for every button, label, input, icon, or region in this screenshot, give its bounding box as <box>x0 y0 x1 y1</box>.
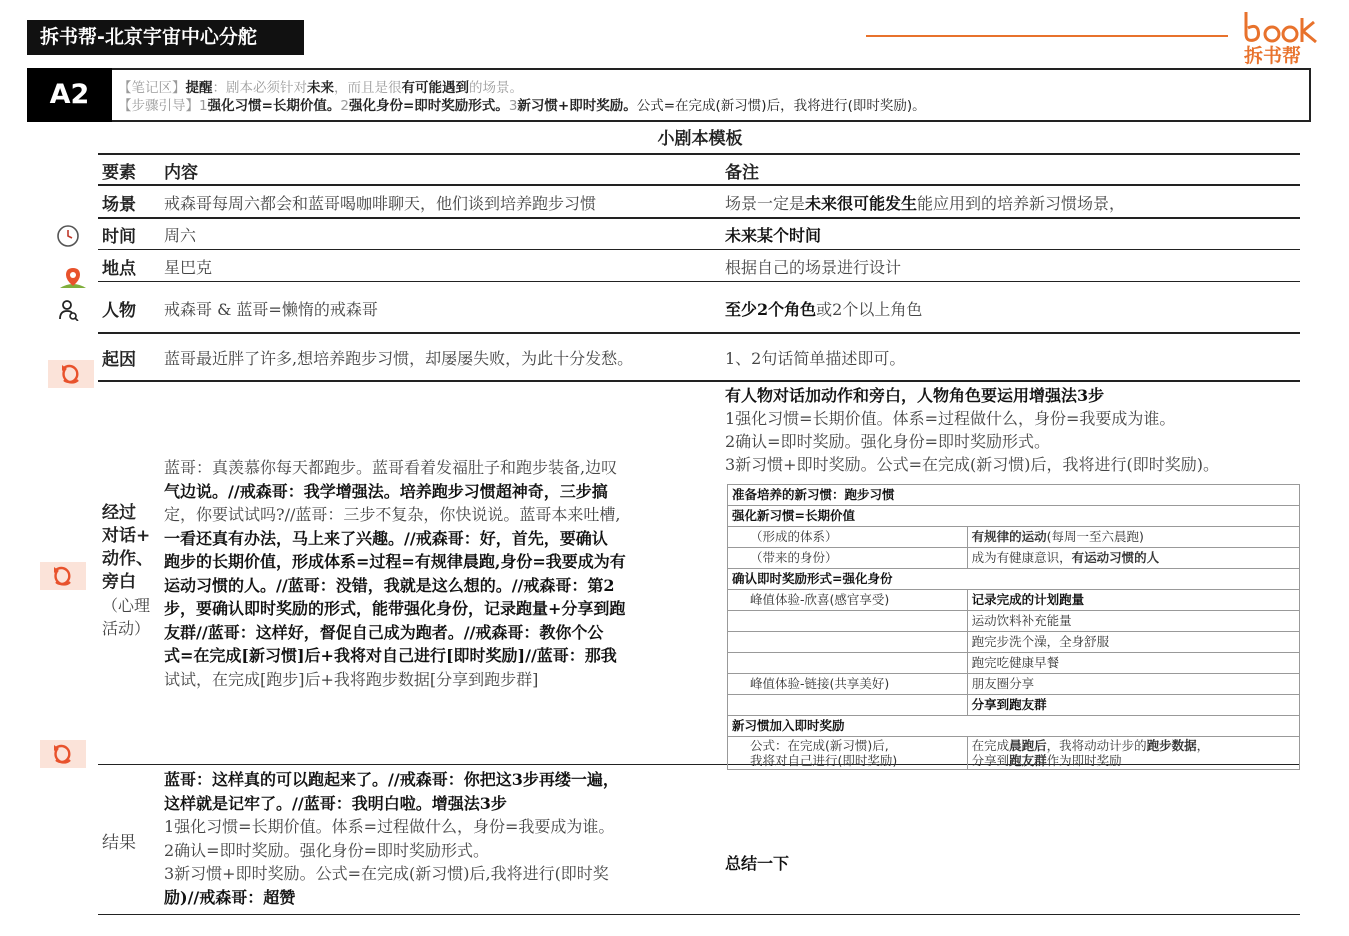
header-element: 要素 <box>102 163 136 183</box>
location-pin-icon <box>58 266 88 294</box>
notes-line-2: 【步骤引导】1强化习惯=长期价值。2强化身份=即时奖励形式。3新习惯+即时奖励。公式=在完成(新习惯)后，我将进行(即时奖励)。 <box>118 98 926 114</box>
habit-section-2: 确认即时奖励形式=强化身份 <box>728 569 1300 590</box>
place-label: 地点 <box>102 259 136 279</box>
notes-area <box>112 68 1311 122</box>
rule <box>98 249 1300 250</box>
time-label: 时间 <box>102 227 136 247</box>
result-label: 结果 <box>102 833 136 853</box>
table-row: 分享到跑友群 <box>728 695 1300 716</box>
habit-table-title: 准备培养的新习惯：跑步习惯 <box>728 485 1300 506</box>
rule <box>98 153 1300 155</box>
habit-section-1: 强化新习惯=长期价值 <box>728 506 1300 527</box>
cause-label: 起因 <box>102 350 136 370</box>
table-row: 跑完步洗个澡，全身舒服 <box>728 632 1300 653</box>
result-remark: 总结一下 <box>725 854 790 873</box>
table-row: （形成的体系） 有规律的运动(每周一至六晨跑) <box>728 527 1300 548</box>
time-content: 周六 <box>164 226 197 245</box>
person-search-icon <box>59 299 79 325</box>
header-content: 内容 <box>164 163 198 183</box>
scene-remark: 场景一定是未来很可能发生能应用到的培养新习惯场景， <box>725 194 1126 213</box>
clock-icon <box>56 224 80 252</box>
process-content: 蓝哥：真羡慕你每天都跑步。蓝哥看着发福肚子和跑步装备,边叹 气边说。//戒森哥：我学增强法。培养跑步习惯超神奇，三步搞 定，你要试试吗?//蓝哥：三步不复杂，你快说说。蓝哥本来吐槽, 一看还真有办法，马上来了兴趣。//戒森哥：好，首先，要确认 跑步的长期价值，形成体系=过程=有规律晨跑,身份=我要成为有 运动习惯的人。//蓝哥：没错，我就是这么想的。//戒森哥：第2 步，要确认即时奖励的形式，能带强化身份，记录跑量+分享到跑 友群//蓝哥：这样好，督促自己成为跑者。//戒森哥：教你个公 式=在完成[新习惯]后+我将对自己进行[即时奖励]//蓝哥：那我 试试，在完成[跑步]后+我将跑步数据[分享到跑步群] <box>164 458 626 689</box>
result-content: 蓝哥：这样真的可以跑起来了。//戒森哥：你把这3步再缕一遍， 这样就是记牢了。//蓝哥：我明白啦。增强法3步 1强化习惯=长期价值。体系=过程做什么，身份=我要成为谁。 2确认=即时奖励。强化身份=即时奖励形式。 3新习惯+即时奖励。公式=在完成(新习惯)后,我将进行(即时奖 励)//戒森哥：超赞 <box>164 770 619 907</box>
rule <box>98 281 1300 282</box>
rule <box>98 914 1300 915</box>
rule <box>98 184 1300 186</box>
table-row: 峰值体验-链接(共享美好) 朋友圈分享 <box>728 674 1300 695</box>
people-content: 戒森哥 & 蓝哥=懒惰的戒森哥 <box>164 300 378 319</box>
time-remark: 未来某个时间 <box>725 226 822 245</box>
cause-content: 蓝哥最近胖了许多,想培养跑步习惯，却屡屡失败，为此十分发愁。 <box>164 349 634 368</box>
template-title: 小剧本模板 <box>657 129 743 149</box>
scene-content: 戒森哥每周六都会和蓝哥喝咖啡聊天，他们谈到培养跑步习惯 <box>164 194 597 213</box>
rule <box>98 380 1300 382</box>
process-remark: 有人物对话加动作和旁白，人物角色要运用增强法3步 1强化习惯=长期价值。体系=过程做什么，身份=我要成为谁。 2确认=即时奖励。强化身份=即时奖励形式。 3新习惯+即时奖励。公式=在完成(新习惯)后，我将进行(即时奖励)。 <box>725 386 1219 474</box>
refresh-icon <box>40 562 86 594</box>
header-divider <box>866 35 1228 37</box>
rule <box>98 217 1300 219</box>
place-remark: 根据自己的场景进行设计 <box>725 258 902 277</box>
table-row: （带来的身份） 成为有健康意识，有运动习惯的人 <box>728 548 1300 569</box>
logo-text: 拆书帮 <box>1244 45 1302 66</box>
table-row: 峰值体验-欣喜(感官享受) 记录完成的计划跑量 <box>728 590 1300 611</box>
habit-section-3: 新习惯加入即时奖励 <box>728 716 1300 737</box>
table-row: 运动饮料补充能量 <box>728 611 1300 632</box>
refresh-icon <box>40 740 86 772</box>
table-row: 公式：在完成(新习惯)后, 我将对自己进行(即时奖励) 在完成晨跑后，我将动动计步的跑步数据， 分享到跑友群作为即时奖励 <box>728 737 1300 770</box>
people-label: 人物 <box>102 301 136 321</box>
header-remark: 备注 <box>725 163 759 183</box>
table-row: 跑完吃健康早餐 <box>728 653 1300 674</box>
place-content: 星巴克 <box>164 258 213 277</box>
cause-remark: 1、2句话简单描述即可。 <box>725 349 906 368</box>
habit-table <box>727 484 1300 770</box>
section-badge: A2 <box>27 68 112 122</box>
logo <box>1240 4 1320 66</box>
rule <box>98 332 1300 334</box>
notes-line-1: 【笔记区】提醒：剧本必须针对未来，而且是很有可能遇到的场景。 <box>118 80 523 96</box>
brand-title: 拆书帮-北京宇宙中心分舵 <box>27 20 304 55</box>
refresh-icon <box>48 360 94 392</box>
process-label: 经过 对话+ 动作、 旁白 （心理 活动） <box>102 503 153 638</box>
people-remark: 至少2个角色或2个以上角色 <box>725 300 923 319</box>
scene-label: 场景 <box>102 195 136 215</box>
